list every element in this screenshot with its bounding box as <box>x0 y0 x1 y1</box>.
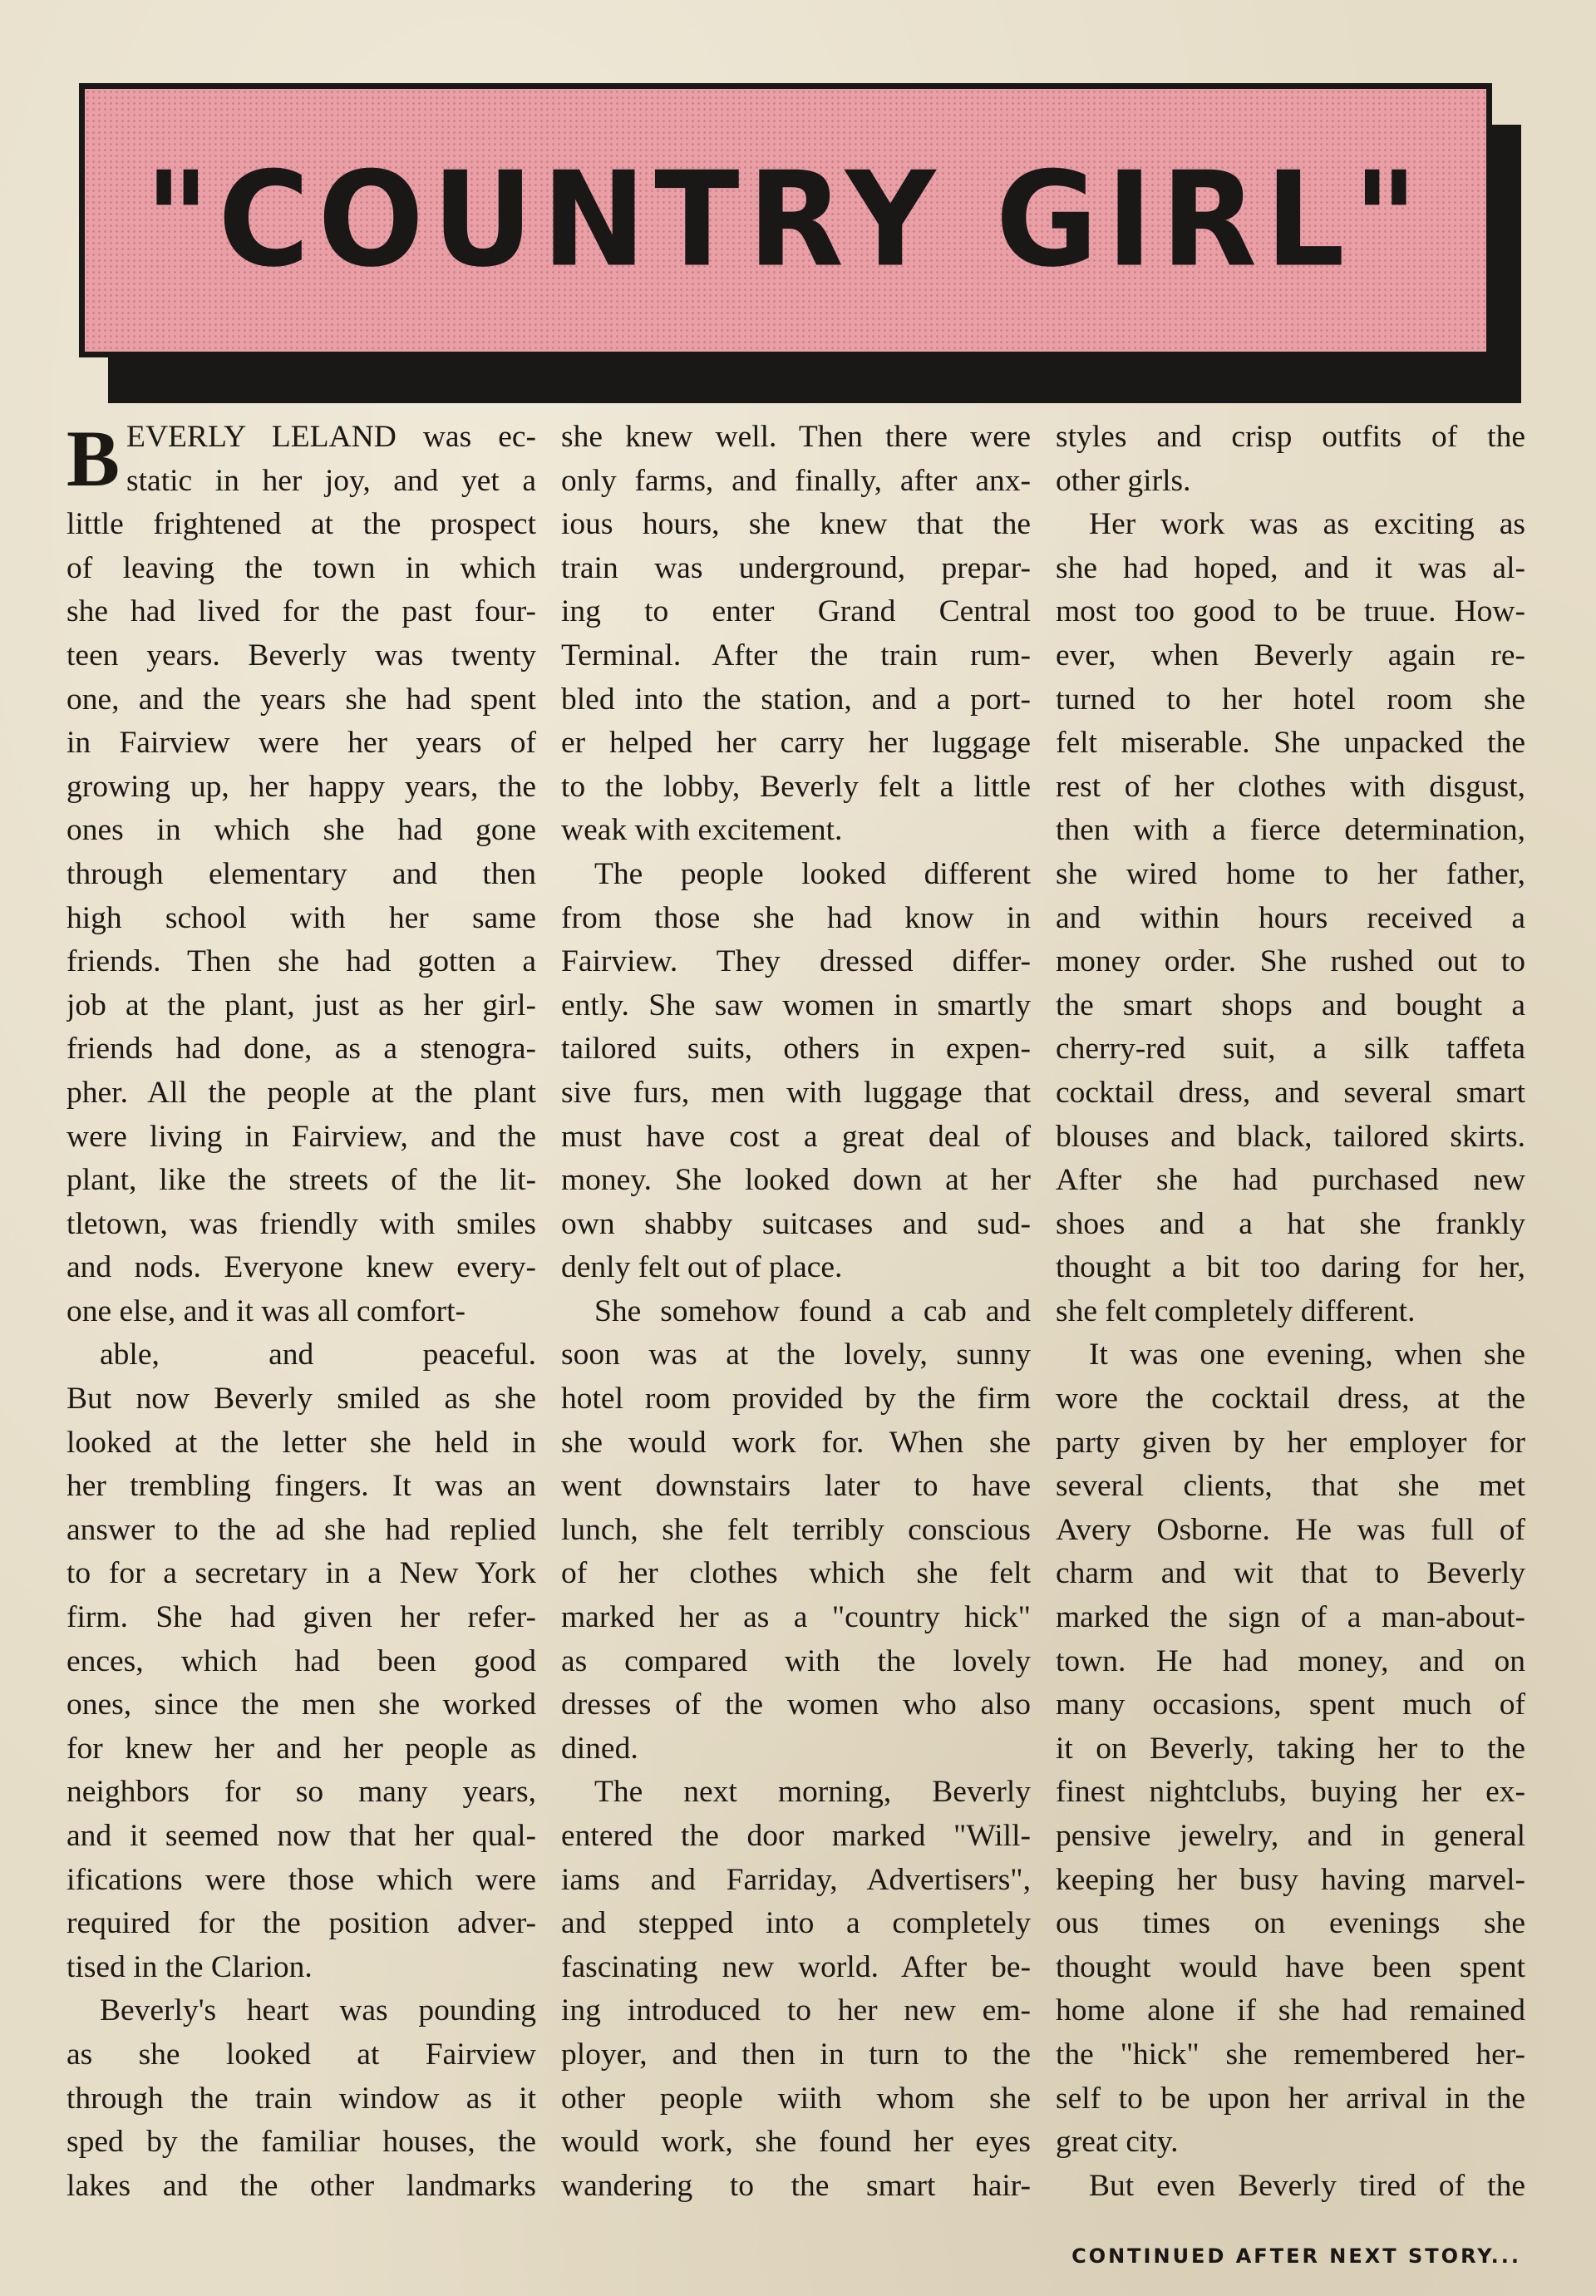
text-line: most too good to be truue. How- <box>1056 594 1525 629</box>
text-line: firm. She had given her refer- <box>66 1600 536 1635</box>
text-line: other girls. <box>1056 463 1191 498</box>
text-line: styles and crisp outfits of the <box>1056 420 1525 454</box>
text-line: only farms, and finally, after anx- <box>561 463 1031 498</box>
text-line: dresses of the women who also <box>561 1688 1031 1722</box>
text-line: hotel room provided by the firm <box>561 1382 1031 1417</box>
text-line: she had hoped, and it was al- <box>1056 550 1525 585</box>
text-line: tised in the Clarion. <box>66 1949 313 1984</box>
text-line: sive furs, men with luggage that <box>561 1075 1031 1110</box>
column-3-lines <box>1056 416 1525 2208</box>
text-line: bled into the station, and a port- <box>561 682 1031 717</box>
text-line: The next morning, Beverly <box>594 1775 1031 1810</box>
text-line: ever, when Beverly again re- <box>1056 638 1525 673</box>
text-line: ifications were those which were <box>66 1862 536 1897</box>
text-line: party given by her employer for <box>1056 1425 1525 1460</box>
text-line: would work, she found her eyes <box>561 2125 1031 2160</box>
text-line: Fairview. They dressed differ- <box>561 944 1031 979</box>
text-line: marked the sign of a man-about- <box>1056 1600 1525 1635</box>
text-line: job at the plant, just as her girl- <box>66 988 536 1022</box>
text-line: The people looked different <box>594 856 1031 891</box>
text-line: static in her joy, and yet a <box>126 463 536 498</box>
text-line: she felt completely different. <box>1056 1293 1416 1328</box>
text-line: entered the door marked "Will- <box>561 1819 1031 1853</box>
text-line: through the train window as it <box>66 2081 536 2116</box>
text-line: were living in Fairview, and the <box>66 1119 536 1154</box>
text-line: as compared with the lovely <box>561 1643 1031 1678</box>
text-line: Her work was as exciting as <box>1089 507 1525 542</box>
text-line: After she had purchased new <box>1056 1163 1525 1198</box>
text-line: must have cost a great deal of <box>561 1119 1031 1154</box>
text-line: sped by the familiar houses, the <box>66 2125 536 2160</box>
text-line: the "hick" she remembered her- <box>1056 2037 1525 2072</box>
text-line: blouses and black, tailored skirts. <box>1056 1119 1525 1154</box>
text-line: ones in which she had gone <box>66 813 536 848</box>
text-line: pensive jewelry, and in general <box>1056 1819 1525 1853</box>
text-line: tailored suits, others in expen- <box>561 1032 1031 1067</box>
text-line: She somehow found a cab and <box>594 1293 1031 1328</box>
text-line: several clients, that she met <box>1056 1469 1525 1504</box>
text-column-3 <box>1056 416 1525 2208</box>
column-2-lines <box>561 416 1031 2208</box>
text-line: growing up, her happy years, the <box>66 769 536 804</box>
text-line: other people wiith whom she <box>561 2081 1031 2116</box>
text-line: own shabby suitcases and sud- <box>561 1206 1031 1241</box>
text-line: thought would have been spent <box>1056 1949 1525 1984</box>
text-line: ployer, and then in turn to the <box>561 2037 1031 2072</box>
text-line: Avery Osborne. He was full of <box>1056 1512 1525 1547</box>
text-line: self to be upon her arrival in the <box>1056 2081 1525 2116</box>
text-line: It was one evening, when she <box>1089 1338 1525 1372</box>
text-line: plant, like the streets of the lit- <box>66 1163 536 1198</box>
text-line: pher. All the people at the plant <box>66 1075 536 1110</box>
text-line: tletown, was friendly with smiles <box>66 1206 536 1241</box>
text-line: her trembling fingers. It was an <box>66 1469 536 1504</box>
text-line: turned to her hotel room she <box>1056 682 1525 717</box>
text-column-1 <box>66 416 536 2208</box>
text-line: ently. She saw women in smartly <box>561 988 1031 1022</box>
text-line: one else, and it was all comfort- <box>66 1293 466 1328</box>
text-line: lunch, she felt terribly conscious <box>561 1512 1031 1547</box>
text-line: lakes and the other landmarks <box>66 2168 536 2203</box>
text-line: soon was at the lovely, sunny <box>561 1338 1031 1372</box>
text-line: and nods. Everyone knew every- <box>66 1250 536 1285</box>
text-line: great city. <box>1056 2125 1179 2160</box>
text-column-2 <box>561 416 1031 2208</box>
text-line: shoes and a hat she frankly <box>1056 1206 1525 1241</box>
continued-notice: CONTINUED AFTER NEXT STORY... <box>1071 2244 1521 2268</box>
text-line: through elementary and then <box>66 856 536 891</box>
text-line: rest of her clothes with disgust, <box>1056 769 1525 804</box>
story-body <box>66 416 1530 2244</box>
text-line: But even Beverly tired of the <box>1089 2168 1525 2203</box>
text-line: one, and the years she had spent <box>66 682 536 717</box>
text-line: as she looked at Fairview <box>66 2037 536 2072</box>
text-line: dined. <box>561 1731 638 1766</box>
text-line: teen years. Beverly was twenty <box>66 638 536 673</box>
text-line: she wired home to her father, <box>1056 856 1525 891</box>
text-line: little frightened at the prospect <box>66 507 536 542</box>
text-line: iams and Farriday, Advertisers", <box>561 1862 1031 1897</box>
text-line: then with a fierce determination, <box>1056 813 1525 848</box>
text-line: ious hours, she knew that the <box>561 507 1031 542</box>
text-line: ones, since the men she worked <box>66 1688 536 1722</box>
text-line: finest nightclubs, buying her ex- <box>1056 1775 1525 1810</box>
text-line: friends had done, as a stenogra- <box>66 1032 536 1067</box>
text-line: for knew her and her people as <box>66 1731 536 1766</box>
text-line: keeping her busy having marvel- <box>1056 1862 1525 1897</box>
text-line: answer to the ad she had replied <box>66 1512 536 1547</box>
column-1-lines <box>66 460 536 2209</box>
text-line: But now Beverly smiled as she <box>66 1382 536 1417</box>
text-line: train was underground, prepar- <box>561 550 1031 585</box>
story-title: "COUNTRY GIRL" <box>145 144 1426 297</box>
text-line: in Fairview were her years of <box>66 726 536 761</box>
text-line: she had lived for the past four- <box>66 594 536 629</box>
text-line: felt miserable. She unpacked the <box>1056 726 1525 761</box>
text-line: ous times on evenings she <box>1056 1906 1525 1941</box>
text-line: Terminal. After the train rum- <box>561 638 1031 673</box>
text-line: fascinating new world. After be- <box>561 1949 1031 1984</box>
text-line: charm and wit that to Beverly <box>1056 1556 1525 1591</box>
text-line: it on Beverly, taking her to the <box>1056 1731 1525 1766</box>
text-line: and within hours received a <box>1056 900 1525 935</box>
text-line: able, and peaceful. <box>100 1338 536 1372</box>
text-line: and it seemed now that her qual- <box>66 1819 536 1853</box>
text-line: of her clothes which she felt <box>561 1556 1031 1591</box>
text-line: Beverly's heart was pounding <box>100 1993 536 2028</box>
text-line: high school with her same <box>66 900 536 935</box>
text-line: EVERLY LELAND was ec- <box>126 420 536 454</box>
text-line: cocktail dress, and several smart <box>1056 1075 1525 1110</box>
text-line: she knew well. Then there were <box>561 420 1031 454</box>
text-line: town. He had money, and on <box>1056 1643 1525 1678</box>
text-line: thought a bit too daring for her, <box>1056 1250 1525 1285</box>
text-line: and stepped into a completely <box>561 1906 1031 1941</box>
text-line: cherry-red suit, a silk taffeta <box>1056 1032 1525 1067</box>
text-line: to the lobby, Beverly felt a little <box>561 769 1031 804</box>
text-line: from those she had know in <box>561 900 1031 935</box>
text-line: er helped her carry her luggage <box>561 726 1031 761</box>
text-line: ences, which had been good <box>66 1643 536 1678</box>
text-line: the smart shops and bought a <box>1056 988 1525 1022</box>
text-line: weak with excitement. <box>561 813 843 848</box>
text-line: home alone if she had remained <box>1056 1993 1525 2028</box>
text-line: ing introduced to her new em- <box>561 1993 1031 2028</box>
text-line: to for a secretary in a New York <box>66 1556 536 1591</box>
text-line: money order. She rushed out to <box>1056 944 1525 979</box>
text-line: marked her as a "country hick" <box>561 1600 1031 1635</box>
text-line: of leaving the town in which <box>66 550 536 585</box>
text-line: wandering to the smart hair- <box>561 2168 1031 2203</box>
text-line: many occasions, spent much of <box>1056 1688 1525 1722</box>
text-line: went downstairs later to have <box>561 1469 1031 1504</box>
title-banner <box>79 83 1492 357</box>
text-line: looked at the letter she held in <box>66 1425 536 1460</box>
text-line: she would work for. When she <box>561 1425 1031 1460</box>
text-line: money. She looked down at her <box>561 1163 1031 1198</box>
text-line: friends. Then she had gotten a <box>66 944 536 979</box>
text-line: required for the position adver- <box>66 1906 536 1941</box>
text-line: wore the cocktail dress, at the <box>1056 1382 1525 1417</box>
drop-cap: B <box>66 414 121 503</box>
text-line: neighbors for so many years, <box>66 1775 536 1810</box>
text-line: denly felt out of place. <box>561 1250 843 1285</box>
text-line: ing to enter Grand Central <box>561 594 1031 629</box>
